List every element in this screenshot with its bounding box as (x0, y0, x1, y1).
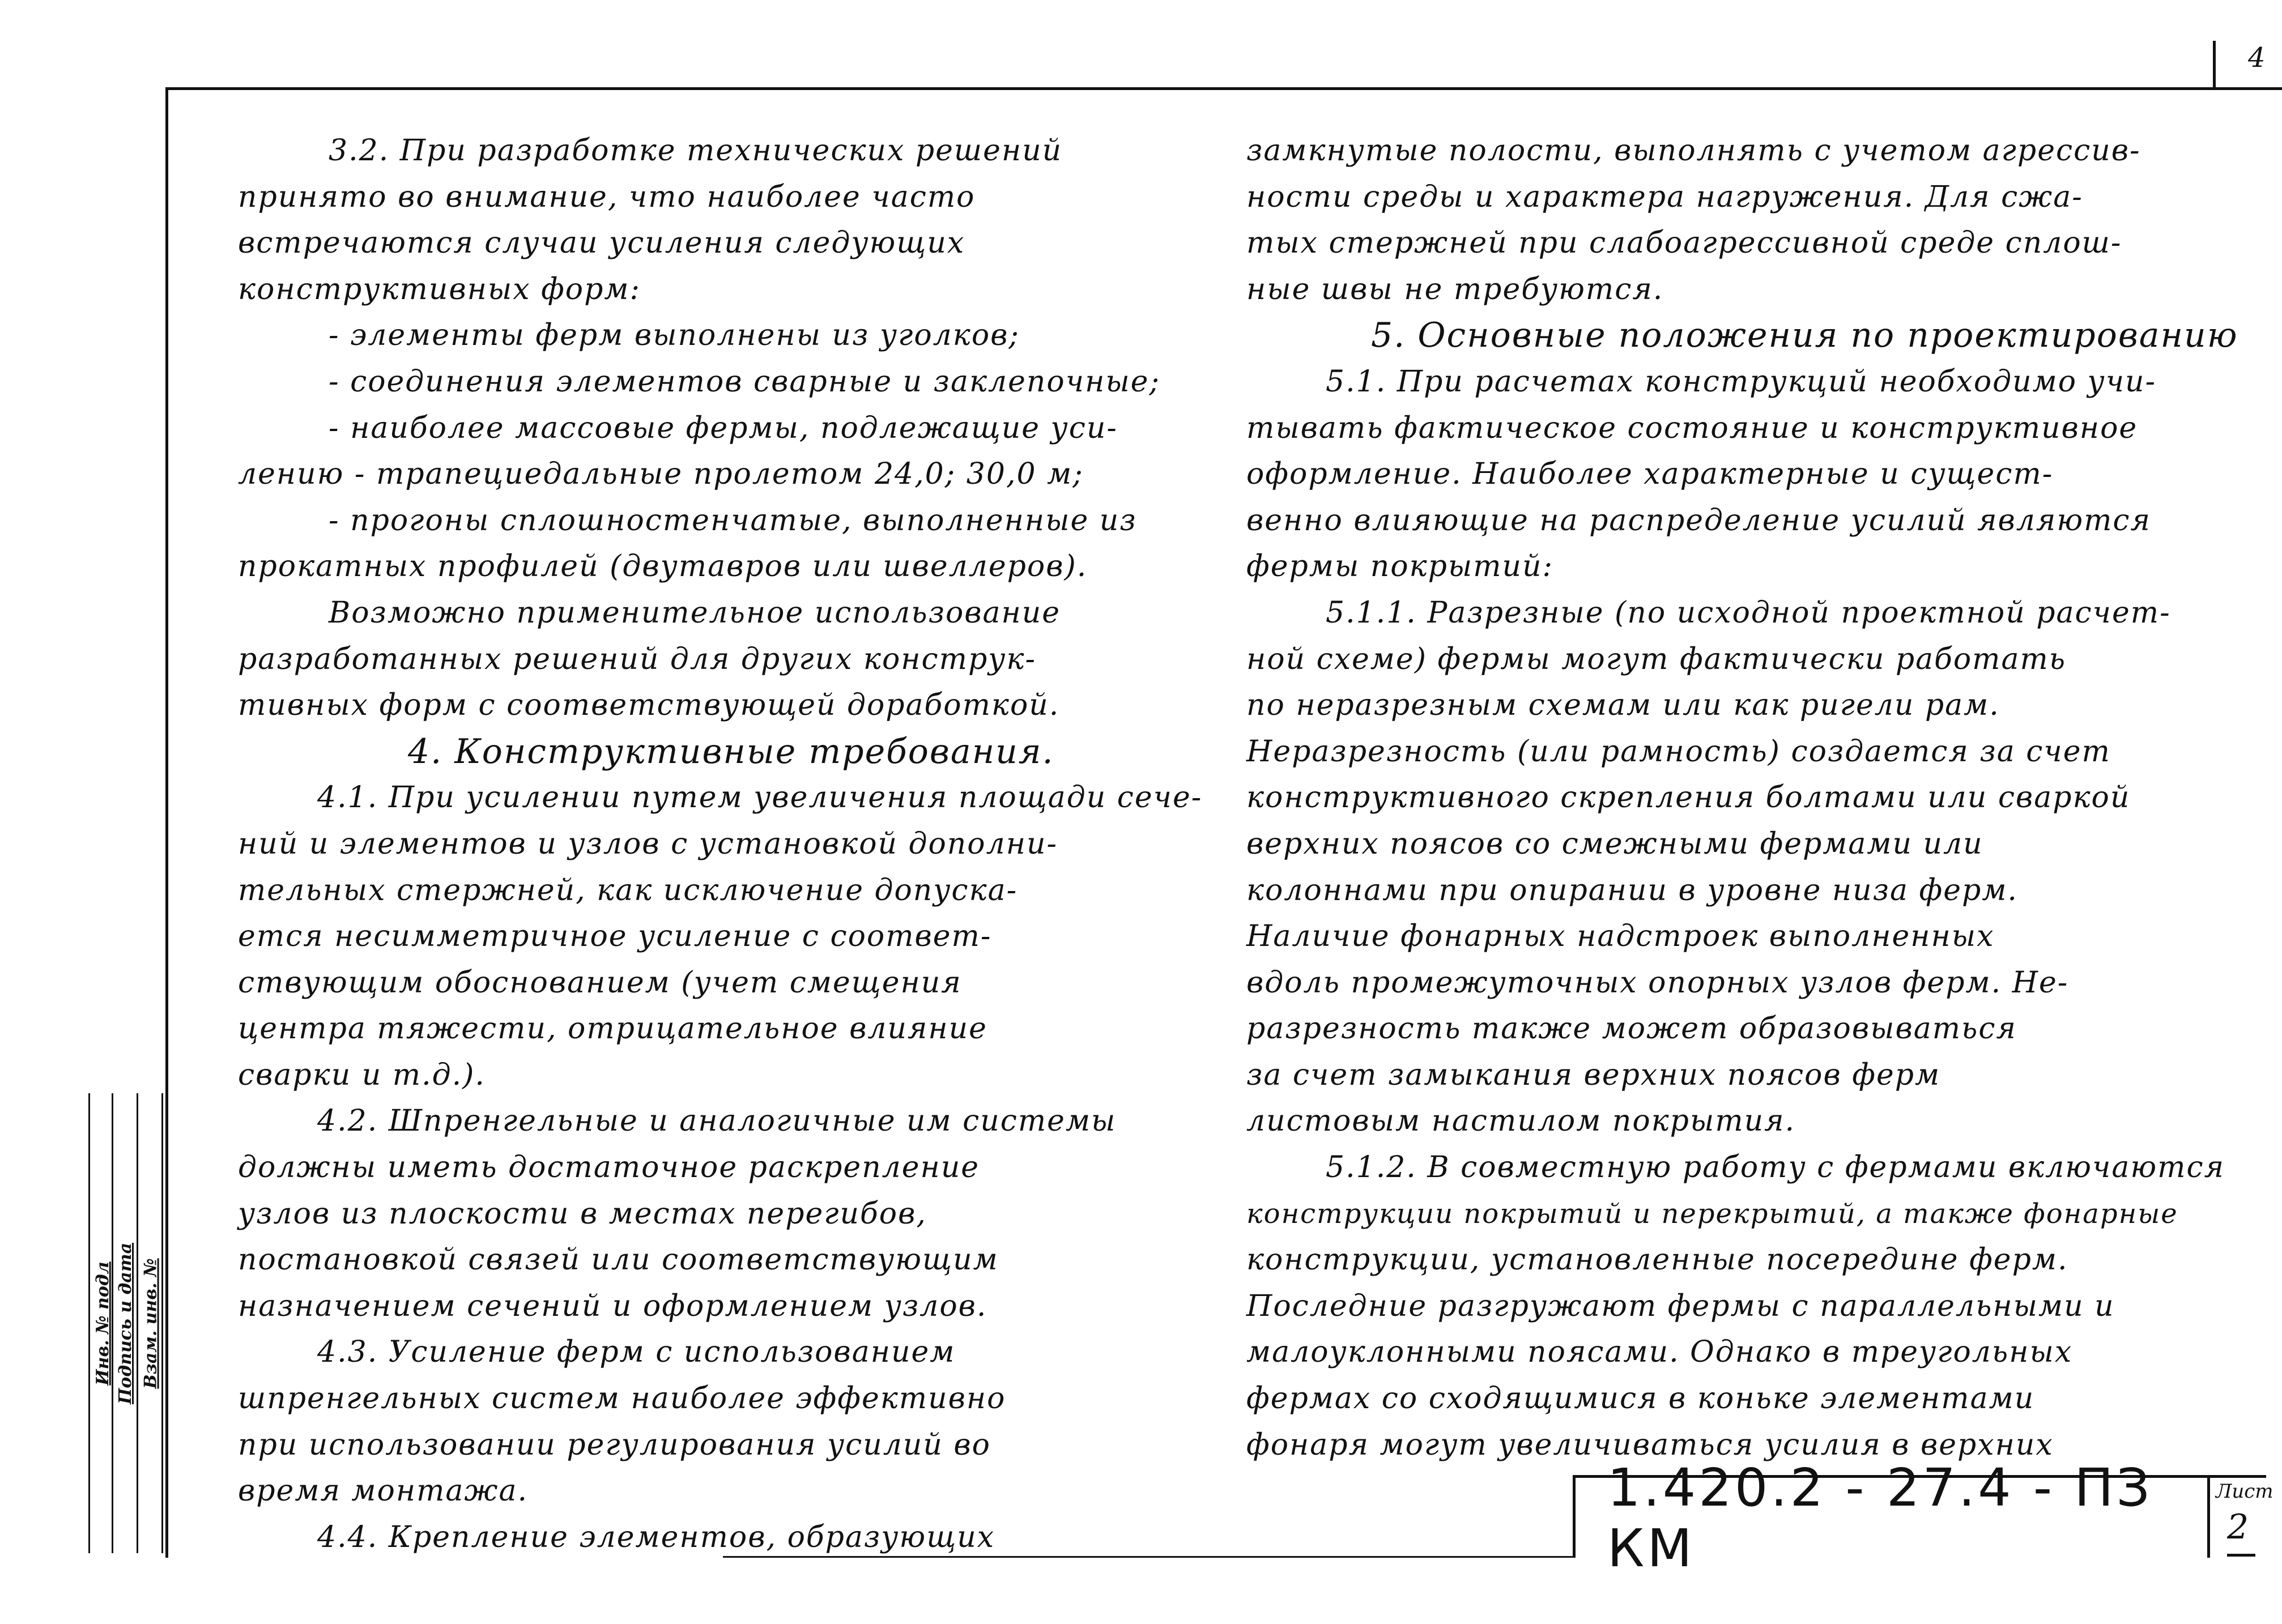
text-line: шпренгельных систем наиболее эффективно (238, 1382, 1006, 1416)
title-block (1573, 1457, 2207, 1579)
text-line: ний и элементов и узлов с установкой дополни- (238, 826, 1058, 861)
text-line: 5.1.1. Разрезные (по исходной проектной расчет- (1326, 595, 2171, 630)
text-line: 4.2. Шпренгельные и аналогичные им системы (317, 1104, 1117, 1139)
text-line: встречаются случаи усиления следующих (238, 226, 965, 261)
text-line: должны иметь достаточное раскрепление (238, 1150, 980, 1185)
text-line: при использовании регулирования усилий во (238, 1427, 991, 1462)
text-line: замкнутые полости, выполнять с учетом агрессив- (1246, 134, 2141, 168)
text-line: 4.4. Крепление элементов, образующих (317, 1520, 995, 1554)
text-line: тывать фактическое состояние и конструктивное (1246, 411, 2138, 445)
section-heading: 5. Основные положения по проектированию (1371, 316, 2238, 356)
text-line: ной схеме) фермы могут фактически работать (1246, 642, 2067, 676)
text-line: конструкции покрытий и перекрытий, а также фонарные (1246, 1197, 2178, 1230)
section-heading: 4. Конструктивные требования. (408, 731, 1054, 771)
text-line: Последние разгружают фермы с параллельными и (1246, 1289, 2115, 1323)
text-line: оформление. Наиболее характерные и сущест- (1246, 457, 2054, 492)
sheet-label: Лист (2216, 1480, 2274, 1503)
text-line: листовым настилом покрытия. (1246, 1104, 1796, 1139)
text-line: узлов из плоскости в местах перегибов, (238, 1196, 927, 1231)
sheet-number-underline (2227, 1554, 2255, 1557)
text-line: вдоль промежуточных опорных узлов ферм. Не- (1246, 965, 2069, 1000)
text-line: 4.3. Усиление ферм с использованием (317, 1335, 956, 1370)
text-line: лению - трапециедальные пролетом 24,0; 30,0 м; (238, 457, 1084, 492)
text-line: ется несимметричное усиление с соответ- (238, 919, 992, 954)
text-line: принято во внимание, что наиболее часто (238, 180, 976, 214)
text-line: ствующим обоснованием (учет смещения (238, 965, 962, 1000)
text-line: Наличие фонарных надстроек выполненных (1246, 919, 1995, 954)
text-line: конструктивных форм: (238, 272, 641, 306)
corner-tick-mark (2213, 41, 2216, 87)
text-line: конструктивного скрепления болтами или сваркой (1246, 781, 2131, 815)
margin-label-inv-podl: Инв. № подл (92, 1261, 113, 1386)
text-line: тельных стержней, как исключение допуска- (238, 873, 1018, 907)
text-line: конструкции, установленные посередине ферм. (1246, 1243, 2068, 1277)
text-line: тивных форм с соответствующей доработкой. (238, 688, 1060, 723)
document-code: 1.420.2 - 27.4 - ПЗ КМ (1607, 1457, 2153, 1579)
text-line: - элементы ферм выполнены из уголков; (329, 318, 1020, 353)
margin-column-signature (113, 1093, 138, 1553)
text-line: сварки и т.д.). (238, 1058, 486, 1092)
text-line: по неразрезным схемам или как ригели рам. (1246, 688, 2000, 723)
text-line: венно влияющие на распределение усилий являются (1246, 503, 2151, 538)
sheet-number-box (2207, 1475, 2274, 1558)
text-line: 4.1. При усилении путем увеличения площади сече- (317, 781, 1203, 815)
text-line: ные швы не требуются. (1246, 272, 1664, 306)
page-corner-number: 4 (2248, 42, 2266, 74)
margin-cell-inv-podl (90, 1093, 115, 1553)
text-line: 5.1. При расчетах конструкций необходимо учи- (1326, 364, 2157, 399)
text-line: назначением сечений и оформлением узлов. (238, 1289, 987, 1323)
text-line: центра тяжести, отрицательное влияние (238, 1012, 987, 1046)
text-line: колоннами при опирании в уровне низа ферм. (1246, 873, 2018, 907)
text-line: ности среды и характера нагружения. Для сжа- (1246, 180, 2083, 214)
margin-cell-vzam (138, 1093, 163, 1553)
text-line: фонаря могут увеличиваться усилия в верхних (1246, 1427, 2054, 1462)
text-line: разработанных решений для других конструк- (238, 642, 1037, 676)
right-text-column (1246, 128, 2238, 1468)
text-line: разрезность также может образовываться (1246, 1012, 2017, 1046)
text-line: Возможно применительное использование (329, 595, 1061, 630)
text-line: Неразрезность (или рамность) создается за счет (1246, 734, 2111, 769)
sheet-number: 2 (2227, 1507, 2249, 1547)
text-line: малоуклонными поясами. Однако в треугольных (1246, 1335, 2073, 1370)
text-line: постановкой связей или соответствующим (238, 1243, 999, 1277)
margin-column-inv (88, 1093, 113, 1553)
text-line: - соединения элементов сварные и заклепочные; (329, 364, 1160, 399)
text-line: тых стержней при слабоагрессивной среде сплош- (1246, 226, 2122, 261)
margin-column-vzam (138, 1093, 163, 1553)
text-line: 5.1.2. В совместную работу с фермами включаются (1326, 1150, 2225, 1185)
text-line: фермы покрытий: (1246, 549, 1554, 584)
left-text-column (238, 128, 1212, 1561)
bottom-rule (723, 1556, 1573, 1558)
text-line: - наиболее массовые фермы, подлежащие уси- (329, 411, 1118, 445)
text-line: время монтажа. (238, 1474, 529, 1508)
text-line: верхних поясов со смежными фермами или (1246, 826, 1983, 861)
text-line: прокатных профилей (двутавров или швеллеров). (238, 549, 1088, 584)
margin-cell-podpis (113, 1093, 138, 1553)
text-line: фермах со сходящимися в коньке элементами (1246, 1382, 2035, 1416)
margin-label-podpis-data: Подпись и дата (116, 1242, 136, 1404)
text-line: 3.2. При разработке технических решений (329, 134, 1063, 168)
text-line: - прогоны сплошностенчатые, выполненные из (329, 503, 1137, 538)
margin-stamp-strip (88, 1093, 163, 1553)
margin-label-vzam-inv: Взам. инв. № (141, 1258, 161, 1389)
text-line: за счет замыкания верхних поясов ферм (1246, 1058, 1941, 1092)
